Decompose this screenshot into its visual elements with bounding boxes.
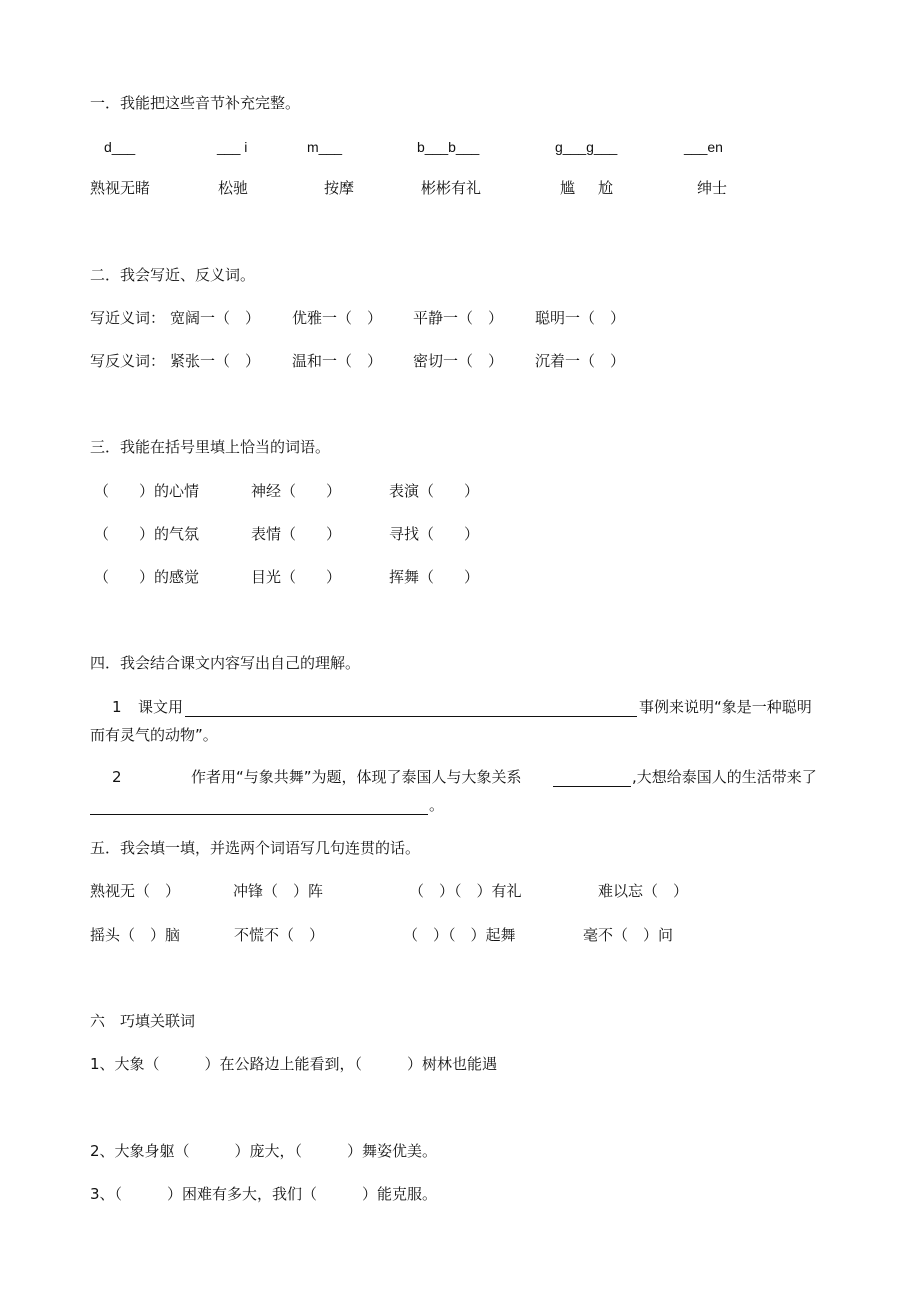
q1-prefix: 课文用 [138, 698, 184, 716]
fill-word-r2c1[interactable]: （ ）的气氛 [94, 525, 200, 543]
fill-word-r1c2[interactable]: 神经（ ） [251, 482, 342, 500]
idiom-r2c2[interactable]: 不慌不（ ） [234, 926, 325, 944]
idiom-r1c2[interactable]: 冲锋（ ）阵 [233, 882, 324, 900]
synonym-item-4[interactable]: 聪明一（ ） [535, 309, 626, 327]
section1-heading: 一．我能把这些音节补充完整。 [90, 94, 301, 112]
fill-word-r3c1[interactable]: （ ）的感觉 [94, 568, 200, 586]
pinyin-blank-6[interactable]: ___en [684, 139, 723, 155]
q1-answer-line[interactable] [185, 697, 637, 717]
section5-heading: 五．我会填一填，并选两个词语写几句连贯的话。 [90, 839, 421, 857]
antonym-item-1[interactable]: 紧张一（ ） [170, 352, 261, 370]
word-6: 绅士 [697, 179, 728, 197]
fill-word-r2c3[interactable]: 寻找（ ） [389, 525, 480, 543]
q2-middle: ,大想给泰国人的生活带来了 [632, 768, 817, 786]
conjunction-item-1[interactable]: 1、大象（ ）在公路边上能看到，（ ）树林也能遇 [90, 1055, 498, 1073]
pinyin-blank-4[interactable]: b___b___ [417, 139, 480, 155]
word-3: 按摩 [324, 179, 355, 197]
q1-line2: 而有灵气的动物”。 [90, 726, 218, 744]
fill-word-r2c2[interactable]: 表情（ ） [251, 525, 342, 543]
idiom-r2c3[interactable]: （ ）（ ）起舞 [403, 926, 516, 944]
conjunction-item-2[interactable]: 2、大象身躯（ ）庞大，（ ）舞姿优美。 [90, 1142, 438, 1160]
conjunction-item-3[interactable]: 3、（ ）困难有多大，我们（ ）能克服。 [90, 1185, 438, 1203]
q2-answer-line[interactable] [90, 795, 428, 815]
idiom-r1c1[interactable]: 熟视无（ ） [90, 882, 181, 900]
idiom-r2c4[interactable]: 毫不（ ）问 [583, 926, 674, 944]
pinyin-blank-3[interactable]: m___ [307, 139, 343, 155]
pinyin-blank-5[interactable]: g___g___ [555, 139, 618, 155]
word-5b: 尬 [598, 179, 614, 197]
synonym-item-3[interactable]: 平静一（ ） [413, 309, 504, 327]
idiom-r2c1[interactable]: 摇头（ ）脑 [90, 926, 181, 944]
pinyin-blank-2[interactable]: ___ i [217, 139, 248, 155]
antonym-item-3[interactable]: 密切一（ ） [413, 352, 504, 370]
fill-word-r3c3[interactable]: 挥舞（ ） [389, 568, 480, 586]
antonym-item-2[interactable]: 温和一（ ） [292, 352, 383, 370]
fill-word-r3c2[interactable]: 目光（ ） [251, 568, 342, 586]
idiom-r1c3[interactable]: （ ）（ ）有礼 [409, 882, 522, 900]
word-1: 熟视无睹 [90, 179, 151, 197]
word-4: 彬彬有礼 [421, 179, 482, 197]
synonym-item-1[interactable]: 宽阔一（ ） [170, 309, 261, 327]
fill-word-r1c1[interactable]: （ ）的心情 [94, 482, 200, 500]
section6-heading: 六 巧填关联词 [90, 1012, 196, 1030]
word-2: 松驰 [218, 179, 249, 197]
section3-heading: 三．我能在括号里填上恰当的词语。 [90, 438, 331, 456]
idiom-r1c4[interactable]: 难以忘（ ） [598, 882, 689, 900]
section4-heading: 四．我会结合课文内容写出自己的理解。 [90, 654, 361, 672]
q2-end: 。 [429, 796, 445, 814]
q2-relation-blank[interactable] [553, 767, 631, 787]
q2-number: 2 [112, 768, 122, 786]
fill-word-r1c3[interactable]: 表演（ ） [389, 482, 480, 500]
antonym-item-4[interactable]: 沉着一（ ） [535, 352, 626, 370]
synonym-item-2[interactable]: 优雅一（ ） [292, 309, 383, 327]
q1-number: 1 [112, 698, 122, 716]
word-5a: 尴 [560, 179, 576, 197]
synonym-label: 写近义词： [90, 309, 166, 327]
antonym-label: 写反义词： [90, 352, 166, 370]
q1-suffix: 事例来说明“象是一种聪明 [639, 698, 812, 716]
q2-prefix: 作者用“与象共舞”为题，体现了泰国人与大象关系 [191, 768, 522, 786]
section2-heading: 二．我会写近、反义词。 [90, 266, 256, 284]
pinyin-blank-1[interactable]: d___ [104, 139, 136, 155]
